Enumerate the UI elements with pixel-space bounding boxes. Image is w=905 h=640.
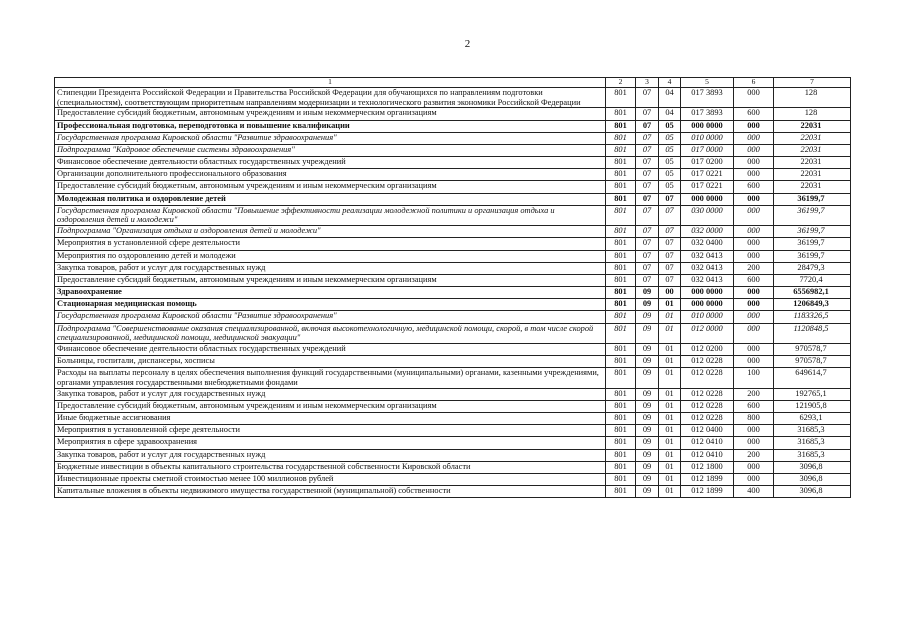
row-admin-code: 801 [606, 262, 636, 274]
row-name: Молодежная политика и оздоровление детей [55, 193, 606, 205]
row-section: 07 [636, 238, 659, 250]
row-target-code: 032 0400 [681, 238, 734, 250]
row-target-code: 032 0413 [681, 274, 734, 286]
row-section: 09 [636, 368, 659, 388]
row-amount: 1183326,5 [774, 311, 851, 323]
row-expense-type: 000 [734, 425, 774, 437]
row-expense-type: 000 [734, 120, 774, 132]
row-target-code: 012 0228 [681, 413, 734, 425]
row-subsection: 05 [659, 144, 681, 156]
row-section: 09 [636, 287, 659, 299]
table-row [55, 193, 851, 205]
row-target-code: 017 0200 [681, 157, 734, 169]
row-target-code: 012 0228 [681, 400, 734, 412]
row-subsection: 01 [659, 449, 681, 461]
row-name: Финансовое обеспечение деятельности областных государственных учреждений [55, 343, 606, 355]
table-row [55, 311, 851, 323]
row-admin-code: 801 [606, 132, 636, 144]
row-expense-type: 100 [734, 368, 774, 388]
row-admin-code: 801 [606, 449, 636, 461]
table-row [55, 368, 851, 388]
row-subsection: 05 [659, 120, 681, 132]
row-admin-code: 801 [606, 400, 636, 412]
row-target-code: 012 0200 [681, 343, 734, 355]
row-name: Мероприятия в установленной сфере деятельности [55, 238, 606, 250]
row-expense-type: 600 [734, 181, 774, 193]
row-subsection: 01 [659, 323, 681, 343]
table-row [55, 437, 851, 449]
row-subsection: 07 [659, 238, 681, 250]
row-target-code: 010 0000 [681, 311, 734, 323]
row-section: 07 [636, 250, 659, 262]
row-expense-type: 000 [734, 311, 774, 323]
header-cell-4: 4 [659, 78, 681, 88]
row-name: Подпрограмма "Кадровое обеспечение системы здравоохранения" [55, 144, 606, 156]
header-cell-3: 3 [636, 78, 659, 88]
row-admin-code: 801 [606, 274, 636, 286]
row-target-code: 012 0400 [681, 425, 734, 437]
row-amount: 192765,1 [774, 388, 851, 400]
header-cell-6: 6 [734, 78, 774, 88]
row-section: 09 [636, 356, 659, 368]
row-amount: 31685,3 [774, 425, 851, 437]
row-expense-type: 400 [734, 486, 774, 498]
row-amount: 6293,1 [774, 413, 851, 425]
row-name: Организации дополнительного профессионального образования [55, 169, 606, 181]
row-target-code: 012 1899 [681, 486, 734, 498]
row-subsection: 01 [659, 425, 681, 437]
row-section: 07 [636, 169, 659, 181]
row-expense-type: 000 [734, 226, 774, 238]
row-target-code: 012 1800 [681, 461, 734, 473]
row-amount: 7720,4 [774, 274, 851, 286]
table-row [55, 356, 851, 368]
table-row [55, 144, 851, 156]
row-section: 07 [636, 205, 659, 225]
row-amount: 22031 [774, 132, 851, 144]
row-name: Государственная программа Кировской области "Развитие здравоохранения" [55, 132, 606, 144]
row-expense-type: 000 [734, 437, 774, 449]
row-admin-code: 801 [606, 226, 636, 238]
table-row [55, 238, 851, 250]
header-cell-2: 2 [606, 78, 636, 88]
row-subsection: 01 [659, 356, 681, 368]
row-expense-type: 000 [734, 169, 774, 181]
row-subsection: 01 [659, 388, 681, 400]
row-name: Мероприятия в сфере здравоохранения [55, 437, 606, 449]
row-target-code: 012 0228 [681, 356, 734, 368]
row-target-code: 032 0413 [681, 250, 734, 262]
row-amount: 128 [774, 88, 851, 108]
row-amount: 22031 [774, 181, 851, 193]
row-admin-code: 801 [606, 108, 636, 120]
row-admin-code: 801 [606, 437, 636, 449]
row-amount: 36199,7 [774, 238, 851, 250]
row-amount: 22031 [774, 144, 851, 156]
row-target-code: 000 0000 [681, 287, 734, 299]
row-amount: 22031 [774, 157, 851, 169]
table-row [55, 323, 851, 343]
table-row [55, 108, 851, 120]
table-row [55, 425, 851, 437]
row-expense-type: 000 [734, 250, 774, 262]
table-row [55, 262, 851, 274]
row-target-code: 012 1899 [681, 473, 734, 485]
row-section: 07 [636, 181, 659, 193]
row-expense-type: 600 [734, 274, 774, 286]
row-name: Предоставление субсидий бюджетным, автономным учреждениям и иным некоммерческим организациям [55, 108, 606, 120]
table-row [55, 120, 851, 132]
row-admin-code: 801 [606, 323, 636, 343]
row-subsection: 07 [659, 205, 681, 225]
row-subsection: 01 [659, 437, 681, 449]
row-expense-type: 000 [734, 144, 774, 156]
row-expense-type: 000 [734, 238, 774, 250]
row-expense-type: 000 [734, 299, 774, 311]
row-target-code: 000 0000 [681, 193, 734, 205]
row-admin-code: 801 [606, 461, 636, 473]
table-row [55, 343, 851, 355]
table-header-row [55, 78, 851, 88]
row-expense-type: 000 [734, 157, 774, 169]
row-admin-code: 801 [606, 238, 636, 250]
header-cell-1: 1 [55, 78, 606, 88]
row-expense-type: 000 [734, 193, 774, 205]
header-cell-7: 7 [774, 78, 851, 88]
row-target-code: 012 0410 [681, 449, 734, 461]
page-number: 2 [464, 38, 471, 50]
row-admin-code: 801 [606, 157, 636, 169]
row-name: Предоставление субсидий бюджетным, автономным учреждениям и иным некоммерческим организациям [55, 274, 606, 286]
row-admin-code: 801 [606, 287, 636, 299]
header-cell-5: 5 [681, 78, 734, 88]
row-name: Закупка товаров, работ и услуг для государственных нужд [55, 449, 606, 461]
row-target-code: 010 0000 [681, 132, 734, 144]
row-admin-code: 801 [606, 205, 636, 225]
table-row [55, 473, 851, 485]
row-target-code: 017 0000 [681, 144, 734, 156]
row-name: Государственная программа Кировской области "Развитие здравоохранения" [55, 311, 606, 323]
row-name: Закупка товаров, работ и услуг для государственных нужд [55, 262, 606, 274]
row-name: Здравоохранение [55, 287, 606, 299]
row-target-code: 000 0000 [681, 120, 734, 132]
row-subsection: 07 [659, 274, 681, 286]
row-admin-code: 801 [606, 181, 636, 193]
row-expense-type: 000 [734, 132, 774, 144]
row-target-code: 017 0221 [681, 181, 734, 193]
row-name: Мероприятия по оздоровлению детей и молодежи [55, 250, 606, 262]
table-row [55, 287, 851, 299]
row-subsection: 01 [659, 343, 681, 355]
table-row [55, 461, 851, 473]
row-subsection: 01 [659, 299, 681, 311]
row-section: 07 [636, 193, 659, 205]
row-section: 09 [636, 323, 659, 343]
row-name: Иные бюджетные ассигнования [55, 413, 606, 425]
row-amount: 6556982,1 [774, 287, 851, 299]
row-section: 07 [636, 144, 659, 156]
row-admin-code: 801 [606, 486, 636, 498]
row-expense-type: 200 [734, 388, 774, 400]
row-admin-code: 801 [606, 473, 636, 485]
table-body [55, 78, 851, 498]
row-expense-type: 000 [734, 287, 774, 299]
row-expense-type: 000 [734, 473, 774, 485]
row-name: Инвестиционные проекты сметной стоимостью менее 100 миллионов рублей [55, 473, 606, 485]
row-section: 09 [636, 388, 659, 400]
row-amount: 36199,7 [774, 250, 851, 262]
row-subsection: 05 [659, 181, 681, 193]
row-section: 07 [636, 108, 659, 120]
row-name: Государственная программа Кировской области "Повышение эффективности реализации молодежной политики и организация отдыха и оздоровления детей и молодежи" [55, 205, 606, 225]
table-row [55, 226, 851, 238]
row-admin-code: 801 [606, 388, 636, 400]
row-subsection: 04 [659, 108, 681, 120]
row-subsection: 01 [659, 473, 681, 485]
row-admin-code: 801 [606, 193, 636, 205]
row-name: Расходы на выплаты персоналу в целях обеспечения выполнения функций государственными (муниципальными) органами, казенными учреждениями, органами управления государственными внебюджетными фондами [55, 368, 606, 388]
row-subsection: 00 [659, 287, 681, 299]
row-amount: 36199,7 [774, 226, 851, 238]
row-admin-code: 801 [606, 343, 636, 355]
row-section: 09 [636, 486, 659, 498]
table-row [55, 132, 851, 144]
row-subsection: 01 [659, 413, 681, 425]
row-subsection: 07 [659, 250, 681, 262]
row-target-code: 012 0228 [681, 388, 734, 400]
budget-table [54, 77, 851, 498]
row-admin-code: 801 [606, 144, 636, 156]
row-target-code: 017 3893 [681, 88, 734, 108]
row-subsection: 07 [659, 226, 681, 238]
row-name: Стипендии Президента Российской Федерации и Правительства Российской Федерации для обучающихся по направлениям подготовки (специальностям), соответствующим приоритетным направлениям модернизации и технологического развития экономики Российской Федерации [55, 88, 606, 108]
row-target-code: 030 0000 [681, 205, 734, 225]
row-name: Бюджетные инвестиции в объекты капитального строительства государственной собственности Кировской области [55, 461, 606, 473]
row-subsection: 04 [659, 88, 681, 108]
row-subsection: 01 [659, 311, 681, 323]
row-target-code: 017 3893 [681, 108, 734, 120]
row-amount: 3096,8 [774, 473, 851, 485]
row-section: 07 [636, 226, 659, 238]
row-expense-type: 000 [734, 343, 774, 355]
row-subsection: 01 [659, 461, 681, 473]
row-amount: 128 [774, 108, 851, 120]
row-admin-code: 801 [606, 120, 636, 132]
row-subsection: 07 [659, 262, 681, 274]
row-target-code: 032 0413 [681, 262, 734, 274]
row-subsection: 01 [659, 486, 681, 498]
row-amount: 31685,3 [774, 449, 851, 461]
table-row [55, 299, 851, 311]
row-amount: 31685,3 [774, 437, 851, 449]
row-subsection: 07 [659, 193, 681, 205]
table-row [55, 388, 851, 400]
table-row [55, 157, 851, 169]
row-target-code: 017 0221 [681, 169, 734, 181]
row-section: 07 [636, 120, 659, 132]
row-admin-code: 801 [606, 299, 636, 311]
row-expense-type: 000 [734, 205, 774, 225]
table-row [55, 449, 851, 461]
row-amount: 22031 [774, 120, 851, 132]
row-admin-code: 801 [606, 356, 636, 368]
row-name: Подпрограмма "Организация отдыха и оздоровления детей и молодежи" [55, 226, 606, 238]
row-target-code: 000 0000 [681, 299, 734, 311]
row-section: 09 [636, 425, 659, 437]
row-amount: 970578,7 [774, 356, 851, 368]
row-expense-type: 200 [734, 262, 774, 274]
row-name: Стационарная медицинская помощь [55, 299, 606, 311]
table-row [55, 413, 851, 425]
row-amount: 121905,8 [774, 400, 851, 412]
row-section: 09 [636, 461, 659, 473]
row-section: 07 [636, 157, 659, 169]
row-amount: 28479,3 [774, 262, 851, 274]
row-section: 07 [636, 88, 659, 108]
row-expense-type: 000 [734, 461, 774, 473]
row-expense-type: 000 [734, 323, 774, 343]
row-amount: 1206849,3 [774, 299, 851, 311]
row-expense-type: 000 [734, 356, 774, 368]
row-section: 09 [636, 413, 659, 425]
row-admin-code: 801 [606, 311, 636, 323]
row-name: Капитальные вложения в объекты недвижимого имущества государственной (муниципальной) собственности [55, 486, 606, 498]
row-section: 09 [636, 400, 659, 412]
row-name: Предоставление субсидий бюджетным, автономным учреждениям и иным некоммерческим организациям [55, 400, 606, 412]
table-row [55, 181, 851, 193]
row-section: 07 [636, 132, 659, 144]
row-subsection: 05 [659, 157, 681, 169]
row-section: 09 [636, 449, 659, 461]
row-expense-type: 800 [734, 413, 774, 425]
row-target-code: 012 0000 [681, 323, 734, 343]
row-amount: 649614,7 [774, 368, 851, 388]
row-amount: 3096,8 [774, 486, 851, 498]
row-target-code: 032 0000 [681, 226, 734, 238]
row-amount: 970578,7 [774, 343, 851, 355]
row-target-code: 012 0228 [681, 368, 734, 388]
row-amount: 1120848,5 [774, 323, 851, 343]
row-section: 09 [636, 437, 659, 449]
row-name: Предоставление субсидий бюджетным, автономным учреждениям и иным некоммерческим организациям [55, 181, 606, 193]
table-row [55, 250, 851, 262]
table-row [55, 169, 851, 181]
row-name: Подпрограмма "Совершенствование оказания специализированной, включая высокотехнологичную, медицинской помощи, скорой, в том числе скорой специализированной, медицинской помощи, медицинской эвакуации" [55, 323, 606, 343]
row-admin-code: 801 [606, 413, 636, 425]
row-section: 07 [636, 274, 659, 286]
row-section: 09 [636, 473, 659, 485]
row-expense-type: 600 [734, 400, 774, 412]
table-row [55, 400, 851, 412]
table-row [55, 205, 851, 225]
row-subsection: 01 [659, 368, 681, 388]
row-subsection: 05 [659, 132, 681, 144]
row-name: Закупка товаров, работ и услуг для государственных нужд [55, 388, 606, 400]
row-admin-code: 801 [606, 425, 636, 437]
row-name: Профессиональная подготовка, переподготовка и повышение квалификации [55, 120, 606, 132]
row-admin-code: 801 [606, 368, 636, 388]
table-row [55, 88, 851, 108]
row-admin-code: 801 [606, 169, 636, 181]
row-admin-code: 801 [606, 250, 636, 262]
row-amount: 22031 [774, 169, 851, 181]
table-row [55, 486, 851, 498]
row-subsection: 01 [659, 400, 681, 412]
row-expense-type: 000 [734, 88, 774, 108]
row-admin-code: 801 [606, 88, 636, 108]
row-amount: 36199,7 [774, 205, 851, 225]
row-amount: 36199,7 [774, 193, 851, 205]
row-section: 07 [636, 262, 659, 274]
row-subsection: 05 [659, 169, 681, 181]
row-target-code: 012 0410 [681, 437, 734, 449]
row-section: 09 [636, 299, 659, 311]
table-row [55, 274, 851, 286]
row-name: Больницы, госпитали, диспансеры, хосписы [55, 356, 606, 368]
row-expense-type: 600 [734, 108, 774, 120]
row-section: 09 [636, 311, 659, 323]
row-amount: 3096,8 [774, 461, 851, 473]
row-expense-type: 200 [734, 449, 774, 461]
row-section: 09 [636, 343, 659, 355]
row-name: Финансовое обеспечение деятельности областных государственных учреждений [55, 157, 606, 169]
row-name: Мероприятия в установленной сфере деятельности [55, 425, 606, 437]
